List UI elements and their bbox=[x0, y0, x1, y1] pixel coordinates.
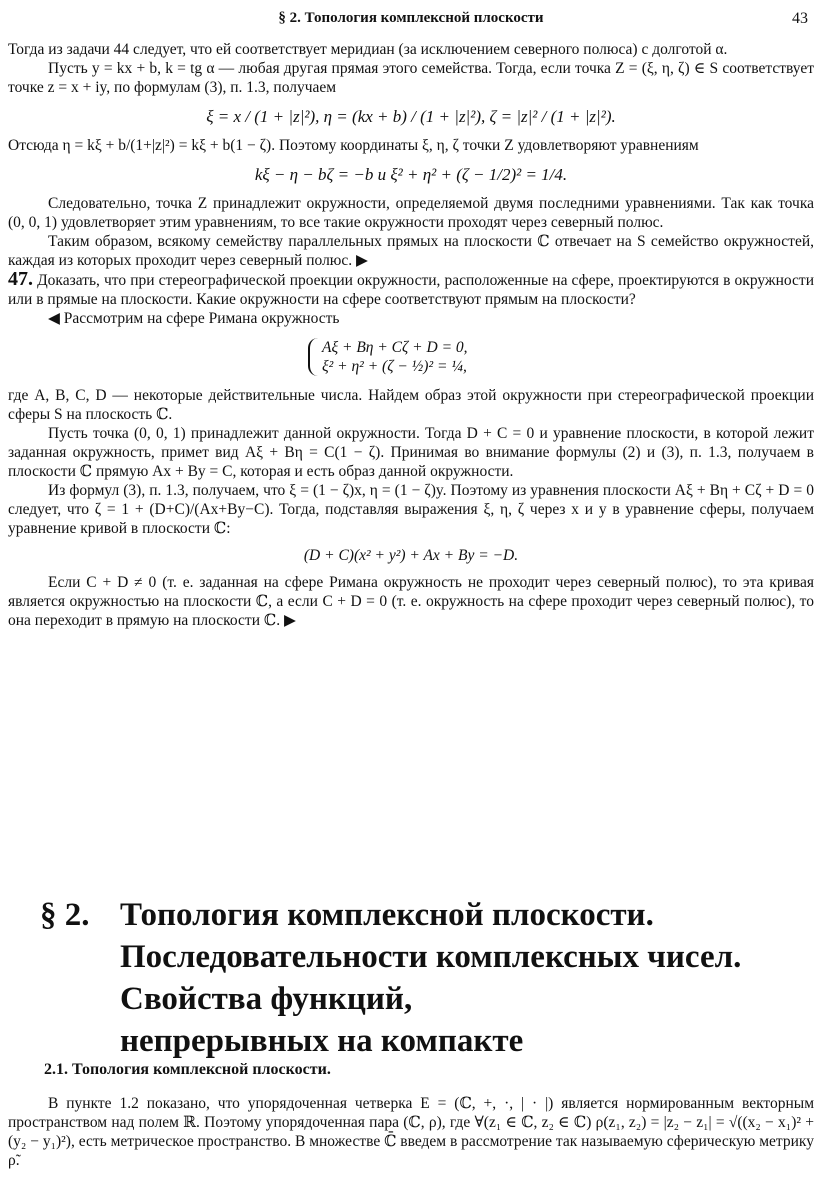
tail-text bbox=[8, 1094, 814, 1170]
subsection-heading: 2.1. Топология комплексной плоскости. bbox=[44, 1061, 331, 1078]
running-title: § 2. Топология комплексной плоскости bbox=[278, 10, 544, 26]
formula-curve: (D + C)(x² + y²) + Ax + By = −D. bbox=[303, 547, 519, 564]
paragraph: Следовательно, точка Z принадлежит окружности, определяемой двумя последними уравнениями. Так как точка (0, 0, 1) удовлетворяет этим уравнениям, то все такие окружности проходят через северный полюс. bbox=[8, 195, 814, 231]
paragraph: Таким образом, всякому семейству параллельных прямых на плоскости ℂ отвечает на S семейство окружностей, каждая из которых проходит через северный полюс. ▶ bbox=[8, 233, 814, 269]
formula-circle-equations: kξ − η − bζ = −b и ξ² + η² + (ζ − 1/2)² = 1/4. bbox=[254, 165, 568, 184]
running-header bbox=[8, 4, 814, 32]
section-title-line: Свойства функций, bbox=[120, 981, 413, 1017]
page-number: 43 bbox=[792, 10, 808, 27]
paragraph: ◀ Рассмотрим на сфере Римана окружность bbox=[48, 310, 340, 327]
equation-system bbox=[308, 338, 814, 376]
section-title-line: Топология комплексной плоскости. bbox=[120, 897, 654, 933]
section-title-line: Последовательности комплексных чисел. bbox=[120, 939, 742, 975]
paragraph: Пусть y = kx + b, k = tg α — любая другая прямая этого семейства. Тогда, если точка Z = (ξ, η, ζ) ∈ S соответствует точке z = x + iy, по формулам (3), п. 1.3, получаем bbox=[8, 60, 814, 96]
problem-statement bbox=[8, 270, 814, 309]
paragraph: где A, B, C, D — некоторые действительные числа. Найдем образ этой окружности при стереографической проекции сферы S на плоскость ℂ. bbox=[8, 387, 814, 423]
section-heading bbox=[40, 894, 800, 1062]
paragraph: В пункте 1.2 показано, что упорядоченная четверка E = (ℂ, +, ·, | · |) является нормированным векторным пространством над полем ℝ. Поэтому упорядоченная пара (ℂ, ρ), где ∀(z₁ ∈ ℂ, z₂ ∈ ℂ) ρ(z₁, z₂) = |z₂ − z₁| = √((x₂ − x₁)² + (y₂ − y₁)²), есть метрическое пространство. В множестве ℂ̄ введем в рассмотрение так называемую сферическую метрику ρ̃. bbox=[8, 1095, 814, 1169]
formula-xi-eta-zeta: ξ = x / (1 + |z|²), η = (kx + b) / (1 + |z|²), ζ = |z|² / (1 + |z|²). bbox=[206, 107, 616, 126]
paragraph: Из формул (3), п. 1.3, получаем, что ξ = (1 − ζ)x, η = (1 − ζ)y. Поэтому из уравнения плоскости Aξ + Bη + Cζ + D = 0 следует, что ζ = 1 + (D+C)/(Ax+By−C). Тогда, подставляя выражения ξ, η, ζ через x и y в уравнение сферы, получаем уравнение кривой в плоскости ℂ: bbox=[8, 482, 814, 537]
paragraph: Отсюда η = kξ + b/(1+|z|²) = kξ + b(1 − ζ). Поэтому координаты ξ, η, ζ точки Z удовлетворяют уравнениям bbox=[8, 137, 699, 154]
system-brace bbox=[308, 338, 468, 376]
paragraph: Пусть точка (0, 0, 1) принадлежит данной окружности. Тогда D + C = 0 и уравнение плоскости, в которой лежит заданная окружность, примет вид Aξ + Bη = C(1 − ζ). Принимая во внимание формулы (2) и (3), п. 1.3, получаем в плоскости ℂ прямую Ax + By = C, которая и есть образ данной окружности. bbox=[8, 425, 814, 480]
paragraph: Если C + D ≠ 0 (т. е. заданная на сфере Римана окружность не проходит через северный полюс), то эта кривая является окружностью на плоскости ℂ, а если C + D = 0 (т. е. окружность на сфере проходит через северный полюс), то она переходит в прямую на плоскости ℂ. ▶ bbox=[8, 574, 814, 629]
section-title-line: непрерывных на компакте bbox=[120, 1023, 524, 1059]
main-text bbox=[8, 40, 814, 630]
paragraph: Тогда из задачи 44 следует, что ей соответствует меридиан (за исключением северного полюса) с долготой α. bbox=[8, 41, 728, 58]
problem-text: Доказать, что при стереографической проекции окружности, расположенные на сфере, проектируются в окружности или в прямые на плоскости. Какие окружности на сфере соответствуют прямым на плоскости? bbox=[8, 272, 815, 308]
problem-number: 47. bbox=[8, 268, 33, 290]
section-mark: § 2. bbox=[40, 897, 90, 933]
system-line-1: Aξ + Bη + Cζ + D = 0, bbox=[322, 339, 468, 356]
system-line-2: ξ² + η² + (ζ − ½)² = ¼, bbox=[322, 358, 467, 375]
